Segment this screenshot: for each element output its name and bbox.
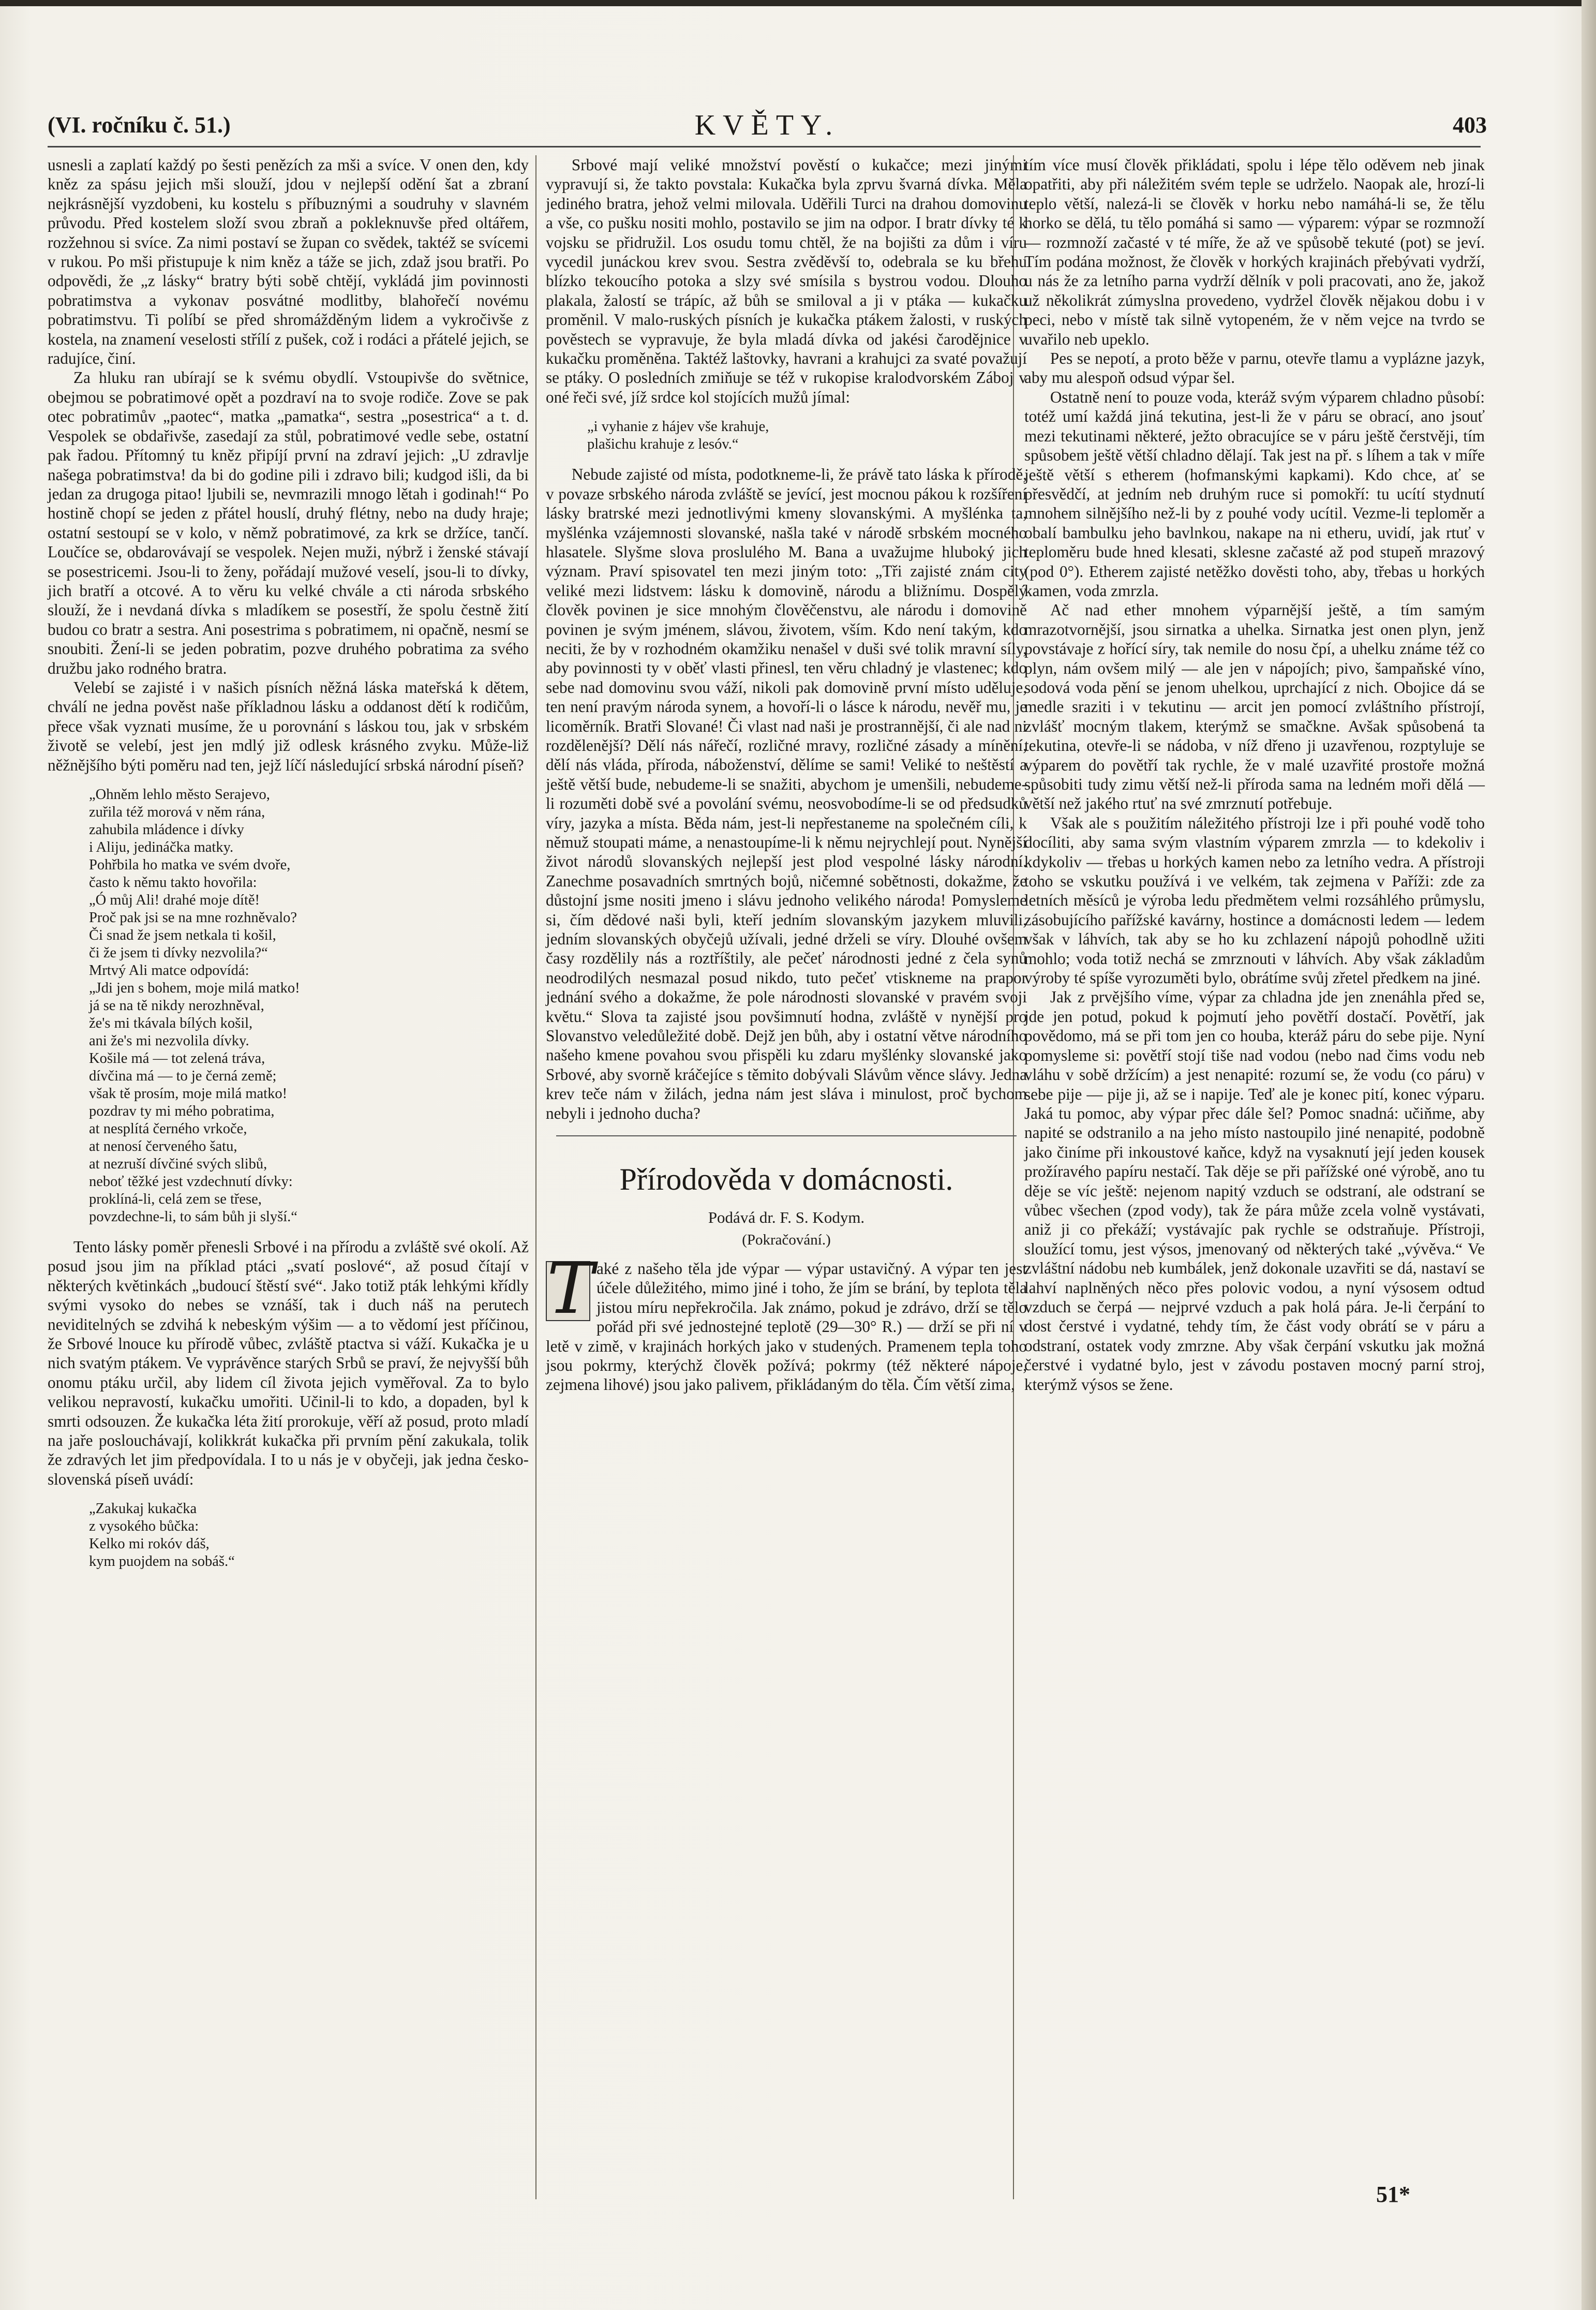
poem-line: at nesplítá černého vrkoče, [89, 1121, 247, 1137]
header-rule [48, 146, 1481, 147]
poem-line: neboť těžké jest vzdechnutí dívky: [89, 1174, 293, 1190]
poem-line: Košile má — tot zelená tráva, [89, 1050, 265, 1067]
poem-line: z vysokého bůčka: [89, 1518, 199, 1535]
column-divider-1 [535, 155, 536, 2199]
paragraph: Za hluku ran ubírají se k svému obydlí. Vstoupivše do světnice, obejmou se pobratimové opět a pozdraví na to svoje rodiče. Zove se pak otec pobratimův „paotec“, matka „pamatka“, sestra „posestrica“ a t. d. Vespolek se obdařivše, zasedají za stůl, pobratimové vedle sebe, ostatní pak řadou. Přítomný tu kněz připíjí první na zdraví jejich: „U zdravlje našega pobratimstva! da bi do godine pili i zdravo bili; kudgod išli, da bi jedan za drugoga pitao! ljubili se, nevmrazili mnogo lětah i godinah!“ Po hostině chopí se jeden z přátel houslí, druhý flétny, nebo na dudy hraje; ostatní sestoupí se v kolo, v němž pobratimové, za krk se držíce, tančí. Loučíce se, obdarovávají se vespolek. Nejen muži, nýbrž i ženské stávají se posestricemi. Jsou-li to ženy, pořádají mužové veselí, jsou-li to dívky, jich bratří a otcové. A to věru ku velké chvále a cti národa srbského slouží, že i nevdaná dívka s mladíkem se posestří, že spolu čestně žití budou co bratr a sestra. Ani posestrima s pobratimem, ni opačně, nesmí se snoubiti. Žení-li se jeden pobratim, pozve druhého pobratima za svého družbu jako rodného bratra. [48, 368, 529, 677]
quote-line: „i vyhanie z hájev vše krahuje, [587, 419, 769, 435]
poem-line: povzdechne-li, to sám bůh ji slyší.“ [89, 1209, 297, 1225]
running-header [48, 107, 1487, 143]
poem-line: či že jsem ti dívky nezvolila?“ [89, 945, 268, 961]
poem-line: „Ohněm lehlo město Serajevo, [89, 787, 270, 803]
poem-line: že's mi tkávala bílých košil, [89, 1015, 253, 1031]
paragraph: Jak z prvějšího víme, výpar za chladna jde jen znenáhla před se, jde jen potud, pokud k pojmutí jeho povětří dostačí. Povětří, jak povědomo, má se při tom jen co houba, kteráž páru do sebe pije. Nyní pomysleme si: povětří stojí tiše nad vodou (nebo nad čims vodu neb vláhu v sobě držícím) a jest nenapité: rozumí se, že vodu (co páru) v sebe pije — pije ji, až se i napije. Teď ale je konec pití, konec výparu. Jaká tu pomoc, aby výpar přec dále šel? Pomoc snadná: učiňme, aby napité se odstranilo a na jeho místo nastoupilo jiné nenapité, podobně jako činíme při inkoustové kaňce, když na vysaknutí její jeden kousek prožíravého papíru nestačí. Tak děje se při pařížské oné výrobě, ano tu děje se víc ještě: nejenom napitý vzduch se odstraní, ale odstraní se vůbec všechen (zpod vody), tak že pára může zcela volně vystávati, aniž ji co překáží; vystávajíc pak rychle se odstraňuje. Přístroji, sloužící tomu, jest výsos, jmenovaný od některých také „vývěva.“ Ve zvláštní nádobu neb kumbálek, jenž dokonale uzavřiti se dá, nastaví se lahví naplněných něco přes polovic vodou, a nyní výsosem odtud vzduch se čerpá — nejprvé vzduch a pak holá pára. Je-li čerpání to dost čerstvé i vydatné, tehdy tím, že část vody obrátí se v páru a odstraní, ostatek vody zmrzne. Aby však čerpání vskutku jak možná čerstvé i vydatné bylo, jest v závodu postaven mocný parní stroj, kterýmž výsos se žene. [1024, 988, 1485, 1394]
poem-line: já se na tě nikdy nerozhněval, [89, 998, 264, 1014]
poem-line: at nenosí červeného šatu, [89, 1138, 237, 1154]
scan-right-edge [1582, 0, 1596, 2310]
scan-top-edge [0, 0, 1596, 6]
journal-title: KVĚTY. [694, 109, 840, 141]
poem-line: často k němu takto hovořila: [89, 875, 257, 891]
continued-note: (Pokračování.) [742, 1231, 831, 1248]
poem-line: Pohřbila ho matka ve svém dvoře, [89, 857, 291, 873]
paragraph: Velebí se zajisté i v našich písních něžná láska mateřská k dětem, chválí ne jedna pověst naše příkladnou lásku a oddanost dětí k rodičům, přece však vyznati musíme, že u porovnání s láskou tou, jak v srbském životě se velebí, jest jen mdlý již odlesk krásného zvyku. Může-liž něžnějšího býti poměru nad ten, jejž líčí následující srbská národní píseň? [48, 678, 529, 774]
article-separator [556, 1135, 1017, 1136]
poem-line: Či snad že jsem netkala ti košil, [89, 927, 276, 943]
poem-line: Kelko mi rokóv dáš, [89, 1536, 210, 1552]
paragraph: Ostatně není to pouze voda, kteráž svým výparem chladno působí: totéž umí každá jiná tekutina, jest-li že v páru se obrací, ano jsouť mezi tekutinami některé, ježto obracujíce se v páru ještě čerstvěji, tím spůsobem ještě větší chladno dělají. Tak jest na př. s líhem a tak v míře ještě větší s etherem (hofmanskými kapkami). Kdo chce, ať se přesvědčí, at jedním neb druhým ruce si pomokří: tu ucítí stydnutí mnohem silnějšího než-li by z pouhé vody ucítil. Vezme-li teploměr a obalí bambulku jeho bavlnkou, nakape na ni etheru, uvidí, jak rtuť v teploměru bude hned klesati, sklesne začasté až pod stupeň mrazový (pod 0°). Etherem zajisté netěžko dověsti toho, aby, třebas u horkých kamen, voda zmrzla. [1024, 388, 1485, 600]
poem-serajevo [89, 786, 529, 1226]
column-2 [546, 155, 1027, 1395]
poem-line: at nezruší dívčiné svých slibů, [89, 1156, 267, 1172]
paragraph: Pes se nepotí, a proto běže v parnu, otevře tlamu a vyplázne jazyk, aby mu alespoň odsud výpar šel. [1024, 349, 1485, 387]
poem-line: zuřila též morová v něm rána, [89, 804, 265, 820]
column-3 [1024, 155, 1485, 1394]
paragraph: Ač nad ether mnohem výparnější ještě, a tím samým mrazotvornější, jsou sirnatka a uhelka. Sirnatka jest onen plyn, jenž povstávaje z hořící síry, tak nemile do nosu čpí, a uhelku známe též co plyn, nám ovšem milý — ale jen v nápojích; pivo, šampaňské víno, sodová voda pění se jenom uhelkou, uprchající z nich. Obojice dá se medle sraziti i v tekutinu — arcit jen pomocí zvláštního přístrojí, zvlášť mocným tlakem, kterýmž se smačkne. Avšak spůsobená ta tekutina, otevře-li se nádoba, v níž dřeno ji uzavřenou, rozptyluje se výparem do povětří tak rychle, že v malé uzavřité prostoře možná spůsobiti tudy zimu větší než-li příroda sama na ledném moři dělá — větší než jakého rtuť na své zmrznutí potřebuje. [1024, 601, 1485, 813]
paragraph: Však ale s použitím náležitého přístroji lze i při pouhé vodě toho docíliti, aby sama svým vlastním výparem zmrzla — to kdekoliv i kdykoliv — třebas u horkých kamen nebo za letního vedra. A přístroji toho se vskutku používá i ve velkém, tak zejmena v Paříži: zde za letních měsíců je výroba ledu předmětem velmi rozsáhlého průmyslu, zásobujícího pařížské kavárny, hostince a domácnosti ledem — ledem však v láhvích, tak aby se ho ku zchlazení nápojů pohodlně užiti mohlo; voda totiž nechá se zmrznouti v láhvích. Aby však základům výroby té spíše vyrozuměti bylo, obrátíme svůj zřetel předkem na jiné. [1024, 813, 1485, 987]
quote-zaboj [587, 418, 1027, 453]
paragraph: Tento lásky poměr přenesli Srbové i na přírodu a zvláště své okolí. Až posud jsou jim na příklad ptáci „svatí poslové“, až posud čítají v některých květinkách „budoucí štěstí své“. Jako totiž pták lehkými křídly svými vysoko do nebes se vznáší, tak i duch náš na perutech neviditelných se zdvihá k nebeským výšim — a to vědomí jest příčinou, že Srbové lnouce ku přírodě vůbec, zvláště ptactva si váží. Kukačka je u nich svatým ptákem. Ve vyprávěnce starých Srbů se praví, že nejvyšší bůh onomu ptáku určil, aby lidem cíl života jejich vyměřoval. Za to bylo velikou nepravostí, kukačku umořiti. Učinil-li to kdo, a dopaden, byl k smrti odsouzen. Že kukačka léta žití prorokuje, věří až posud, proto mladí na jaře poslouchávají, kolikkrát kukačka při prvním pění zakukala, tolik že zdravých let jim předpovídala. I to u nás je v obyčeji, jak jedna česko-slovenská píseň uvádí: [48, 1238, 529, 1488]
paragraph: Srbové mají veliké množství pověstí o kukačce; mezi jinými vypravují si, že takto povstala: Kukačka byla zprvu švarná dívka. Měla jediného bratra, jehož velmi milovala. Uděřili Turci na drahou domovinu a vše, co pušku nositi mohlo, postavilo se jim na odpor. I bratr dívky té k vojsku se přidružil. Los osudu tomu chtěl, že na bojišti za dům i víru vycedil junáckou krev svou. Sestra zvěděvší to, odebrala se ku břehu blízko tekoucího potoka a slzy své smísila s bystrou vodou. Dlouho plakala, žalostí se trápíc, až bůh se smiloval a ji v ptáka — kukačku proměnil. V malo-ruských písních je kukačka ptákem žalosti, v ruských pověstech se vypravuje, že byla mladá dívka od jakési čarodějnice v kukačku proměněna. Taktéž laštovky, havrani a krahujci za svaté považují se ptáky. O posledních zmiňuje se též v rukopise kralodvorském Záboj v oné řeči své, jíž srdce kol stojících mužů jímal: [546, 156, 1027, 406]
column-1 [48, 155, 529, 1582]
sheet-signature: 51* [1376, 2182, 1410, 2207]
poem-line: ani že's mi nezvolila dívky. [89, 1033, 249, 1049]
article-paragraph [546, 1248, 1027, 1395]
poem-line: proklíná-li, celá zem se třese, [89, 1191, 262, 1207]
quote-line: plašichu krahuje z lesóv.“ [587, 436, 739, 453]
article-byline: Podává dr. F. S. Kodym. [708, 1208, 865, 1227]
poem-line: „Zakukaj kukačka [89, 1501, 197, 1517]
drop-cap: T [547, 1248, 594, 1330]
paragraph: Nebude zajisté od místa, podotkneme-li, že právě tato láska k přírodě, v povaze srbského národa zvláště se jevící, jest mocnou pákou k rozšíření lásky bratrské mezi jednotlivými kmeny slovanskými. A myšlénka ta, myšlénka vzájemnosti slovanské, našla také v národě srbském mocného hlasatele. Slyšme slova proslulého M. Bana a uvažujme hluboký jich význam. Praví spisovatel ten mezi jiným toto: „Tři zajisté znám city veliké mezi lidstvem: lásku k domovině, národu a bližnímu. Dospělý člověk povinen je sice mnohým člověčenstvu, ale národu i domovině povinen je svým jménem, slávou, životem, vším. Kdo není takým, kdo neciti, že by v rozhodném okamžiku nenašel v duši své tolik mravní síly, aby povinnosti ty v oběť vlasti přinesl, ten věru chladný je vlastenec; kdo sebe nad domovinu svou váží, nikoli pak domovině první místo uděluje, ten není pravým národa synem, a hovoří-li o lásce k národu, nevěř mu, je licoměrník. Bratři Slované! Či vlast nad naši je prostrannější, či ale nad ni rozdělenější? Dělí nás nářečí, rozličné mravy, rozličné zásady a mínění, dělí nás vláda, příroda, náboženství, dělíme se sami! Veliké to neštěstí a ještě větší bude, nebudeme-li se snažiti, abychom je umenšili, nebudeme-li rozuměti době své a povolání svému, neosvobodíme-li se od předsudků víry, jazyka a místa. Běda nám, jest-li nepřestaneme na společném cíli, k němuž stoupati máme, a nenastoupíme-li k němu nejrychlejí pout. Nynější život národů slovanských nejlepší jest plod vespolné lásky národní. Zanechme posavadních smrtných bojů, ničemné sobětnosti, dokažme, že důstojní jsme nositi jmeno i slávu jednoho velikého národa! Pomysleme si, čím dědové naši byli, kteří jedním slovanským jazykem mluvili, jedním slovanských obyčejů užívali, jedné drželi se víry. Dlouhé ovšem časy rozdělily nás a roztříštily, ale pečeť národnosti jedné z čela synů neodrodilých nesmazal posud nikdo, tuto pečeť vtiskneme na prapor jednání svého a dokažme, že pole národnosti slovanské v pravém svoji květu.“ Slova ta zajisté jsou povšimnutí hodna, zvláště v nynější pro Slovanstvo veledůležité době. Dejž jen bůh, aby i ostatní větve národního našeho kmene povahou svou přispěli ku zdaru myšlénky slovanské jako Srbové, aby svorně kráčejíce s těmito dobývali Slávům věnce slávy. Jedna krev teče nám v žilách, jedna nám jest sláva i minulost, proč bychom nebyli i jednoho ducha? [546, 465, 1027, 1122]
poem-line: „Jdi jen s bohem, moje milá matko! [89, 980, 300, 996]
poem-line: Mrtvý Ali matce odpovídá: [89, 962, 249, 979]
paragraph: usnesli a zaplatí každý po šesti penězích za mši a svíce. V onen den, kdy kněz za spásu jejich mši slouží, jdou v nejlepší odění šat a zbraní nejkrásnější vyzdobeni, ku kostelu s příbuznými a soudruhy v slavném průvodu. Před kostelem složí svou zbraň a pokleknuvše před oltářem, rozžehnou si svíce. Za nimi postaví se župan co svědek, taktéž se svícemi v rukou. Po mši přistupuje k nim kněz a táže se jich, zdaž jsou bratři. Po odpovědi, že „z lásky“ bratry býti sobě chtějí, vykládá jim povinnosti pobratimstva a vykonav posvátné modlitby, blahořečí novému pobratimstvu. Ti políbí se před shromážděným lidem a vykročivše z kostela, na znamení veselosti střílí z pušek, což i rodáci a přátelé jejich, se radujíce, činí. [48, 156, 529, 368]
poem-kukacka [89, 1500, 529, 1571]
page-number: 403 [1453, 112, 1487, 138]
poem-line: zahubila mládence i dívky [89, 822, 244, 838]
poem-line: Proč pak jsi se na mne rozhněvalo? [89, 910, 297, 926]
poem-line: „Ó můj Ali! drahé moje dítě! [89, 892, 260, 908]
article-text: aké z našeho těla jde výpar — výpar ustavičný. A výpar ten jest účele důležitého, mimo jiné i toho, že jím se brání, by teplota těla jistou míru nepřekročila. Jak známo, pokud je zdrávo, drží se tělo pořád při své jednostejné teplotě (29—30° R.) — drží se při ní v letě v zimě, v krajinách horkých jako v studených. Pramenem tepla toho jsou pokrmy, kterýchž člověk požívá; pokrmy (též některé nápoje, zejmena lihové) jsou jako palivem, přikládaným do těla. Čím větší zima, [546, 1259, 1027, 1394]
poem-line: dívčina má — to je černá země; [89, 1068, 277, 1084]
poem-line: kym puojdem na sobáš.“ [89, 1553, 235, 1570]
poem-line: i Aliju, jedináčka matky. [89, 839, 234, 855]
poem-line: pozdrav ty mi mého pobratima, [89, 1103, 275, 1119]
poem-line: však tě prosím, moje milá matko! [89, 1086, 288, 1102]
issue-label: (VI. ročníku č. 51.) [48, 112, 231, 138]
paragraph: tím více musí člověk přikládati, spolu i lépe tělo oděvem neb jinak opatřiti, aby při náležitém svém teple se udrželo. Naopak ale, hrozí-li teplo větší, nalezá-li se člověk v horku nebo namáhá-li se, že tělu horko se dělá, tu tělo pomáhá si samo — výparem: výpar se rozmnoží — rozmnoží začasté v té míře, že až ve spůsobě tekuté (pot) se jeví. Tím podána možnost, že člověk v horkých krajinách přebývati vydrží, u nás že za letního parna vydrží dělník v poli pracovati, ano že, jakož už několikrát zúmyslna provedeno, vydržel člověk nějakou dobu i v peci, nebo v místě tak silně vytopeném, že v něm vejce na tvrdo se uvařilo neb upeklo. [1024, 156, 1485, 348]
article-title: Přírodověda v domácnosti. [619, 1162, 953, 1197]
